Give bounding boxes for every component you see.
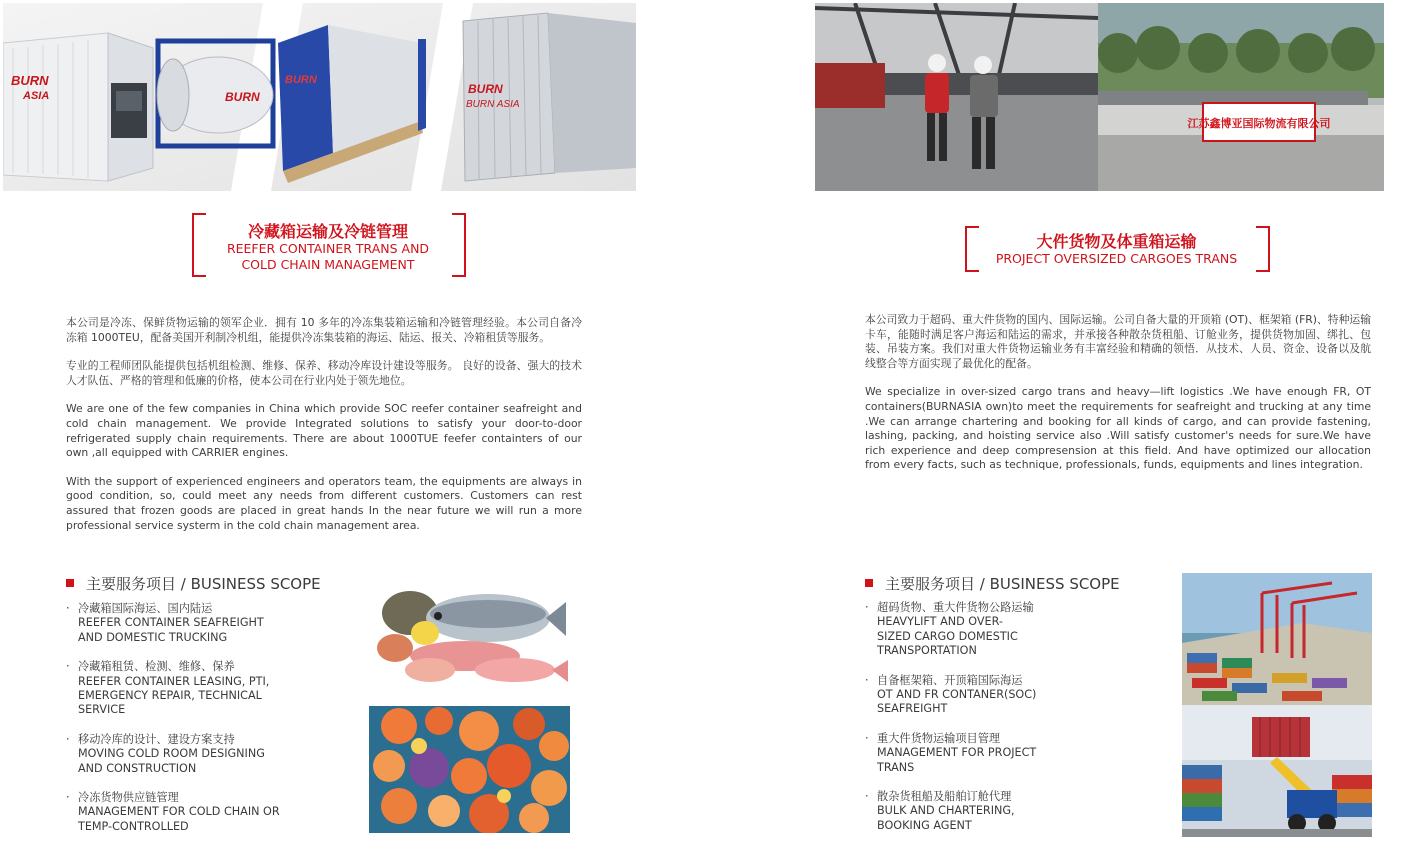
banner-text: 江苏鑫博亚国际物流有限公司: [1187, 117, 1331, 130]
business-scope-title: 主要服务项目 / BUSINESS SCOPE: [66, 573, 321, 594]
fish-seafood-photo: [370, 578, 570, 693]
seafood-market-photo: [369, 706, 570, 833]
scope-item: · 自备框架箱、开顶箱国际海运 OT AND FR CONTANER(SOC) SEAFREIGHT: [865, 674, 1165, 717]
scope-item: · 超码货物、重大件货物公路运输 HEAVYLIFT AND OVER- SIZED CARGO DOMESTIC TRANSPORTATION: [865, 601, 1165, 659]
business-scope-list: [66, 602, 356, 849]
svg-text:ASIA: ASIA: [23, 90, 50, 102]
intro-paragraph-cn-1: 本公司是冷冻、保鲜货物运输的领军企业．拥有 10 多年的冷冻集装箱运输和冷链管理经验。本公司自备冷冻箱 1000TEU，配备美国开利制冷机组，能提供冷冻集装箱的海运、陆运、报关、冷箱租赁等服务。: [66, 316, 582, 344]
section-title-en-line2: COLD CHAIN MANAGEMENT: [241, 257, 415, 272]
container-photo-strip: [3, 3, 636, 191]
svg-text:BURN: BURN: [225, 90, 260, 104]
business-scope-list: [865, 601, 1165, 848]
scope-item: · 散杂货租船及船舶订舱代理 BULK AND CHARTERING, BOOKING AGENT: [865, 790, 1165, 833]
svg-text:BURN: BURN: [285, 74, 317, 86]
red-square-icon: [865, 579, 873, 587]
section-title-cn: 冷藏箱运输及冷链管理: [247, 222, 408, 241]
section-title-en: PROJECT OVERSIZED CARGOES TRANS: [995, 251, 1238, 266]
scope-item: · 冷藏箱租赁、检测、维修、保养 REEFER CONTAINER LEASING, PTI, EMERGENCY REPAIR, TECHNICAL SERVICE: [66, 660, 356, 718]
intro-paragraph-cn: 本公司致力于超码、重大件货物的国内、国际运输。公司自备大量的开顶箱 (OT)、框架箱 (FR)、特种运输卡车，能随时满足客户海运和陆运的需求，并承接各种散杂货租船、订舱业务，提供货物加固、绑扎、包装、吊装方案。我们对重大件货物运输业务有丰富经验和精确的领悟．从技术、人员、资金、设备以及航线整合等方面实现了最优化的配备。: [865, 313, 1371, 370]
business-scope-title: 主要服务项目 / BUSINESS SCOPE: [865, 573, 1120, 594]
red-square-icon: [66, 579, 74, 587]
intro-paragraph-cn-2: 专业的工程师团队能提供包括机组检测、维修、保养、移动冷库设计建设等服务。 良好的设备、强大的技术人才队伍、严格的管理和低廉的价格，使本公司在行业内处于领先地位。: [66, 359, 582, 387]
heading-bracket-right: [1256, 226, 1270, 272]
scope-item: · 重大件货物运输项目管理 MANAGEMENT FOR PROJECT TRANS: [865, 732, 1165, 775]
intro-paragraph-en-2: With the support of experienced engineers and operators team, the equipments are always in good condition, so, could meet any needs from different customers. Customers can rest assured that frozen goods are placed in great hands In the near future we will run a more professional service systerm in the cold chain management area.: [66, 474, 582, 532]
intro-text: [66, 316, 582, 547]
svg-text:BURN: BURN: [468, 82, 503, 96]
company-banner-photo: [1098, 3, 1384, 191]
intro-paragraph-en: We specialize in over-sized cargo trans and heavy—lift logistics .We have enough FR, OT containers(BURNASIA own)to meet the requirements for seafreight and trucking at any time .We can arrange chartering and booking for all kinds of cargo, and can provide fastening, lashing, packing, and hoisting service also .Will satisfy customer's needs for sure.We have rich experience and deep compresension at this field. And have optimized our allocation from every facts, such as technique, professionals, funds, equipments and lines integration.: [865, 385, 1371, 472]
heading-bracket-right: [452, 213, 466, 277]
scope-item: · 移动冷库的设计、建设方案支持 MOVING COLD ROOM DESIGNING AND CONSTRUCTION: [66, 733, 356, 776]
scope-item: · 冷藏箱国际海运、国内陆运 REEFER CONTAINER SEAFREIGHT AND DOMESTIC TRUCKING: [66, 602, 356, 645]
burnasia-logo-container1: BURN: [11, 73, 49, 88]
intro-paragraph-en-1: We are one of the few companies in China which provide SOC reefer container seafreight and cold chain management. We provide Integrated solutions to satisfy your door-to-door refrigerated supply chain requirements. There are about 1000TUE feefer containters of our own ,all equipped with CARRIER engines.: [66, 402, 582, 460]
intro-text: [865, 313, 1371, 487]
scope-item: · 冷冻货物供应链管理 MANAGEMENT FOR COLD CHAIN OR TEMP-CONTROLLED: [66, 791, 356, 834]
port-cranes-photo: [1182, 573, 1372, 705]
workers-photo: [815, 3, 1098, 191]
section-title-en-line1: REEFER CONTAINER TRANS AND: [226, 241, 430, 256]
reach-stacker-photo: [1182, 705, 1372, 837]
section-title-cn: 大件货物及体重箱运输: [1036, 232, 1197, 251]
svg-text:BURN ASIA: BURN ASIA: [466, 99, 520, 110]
